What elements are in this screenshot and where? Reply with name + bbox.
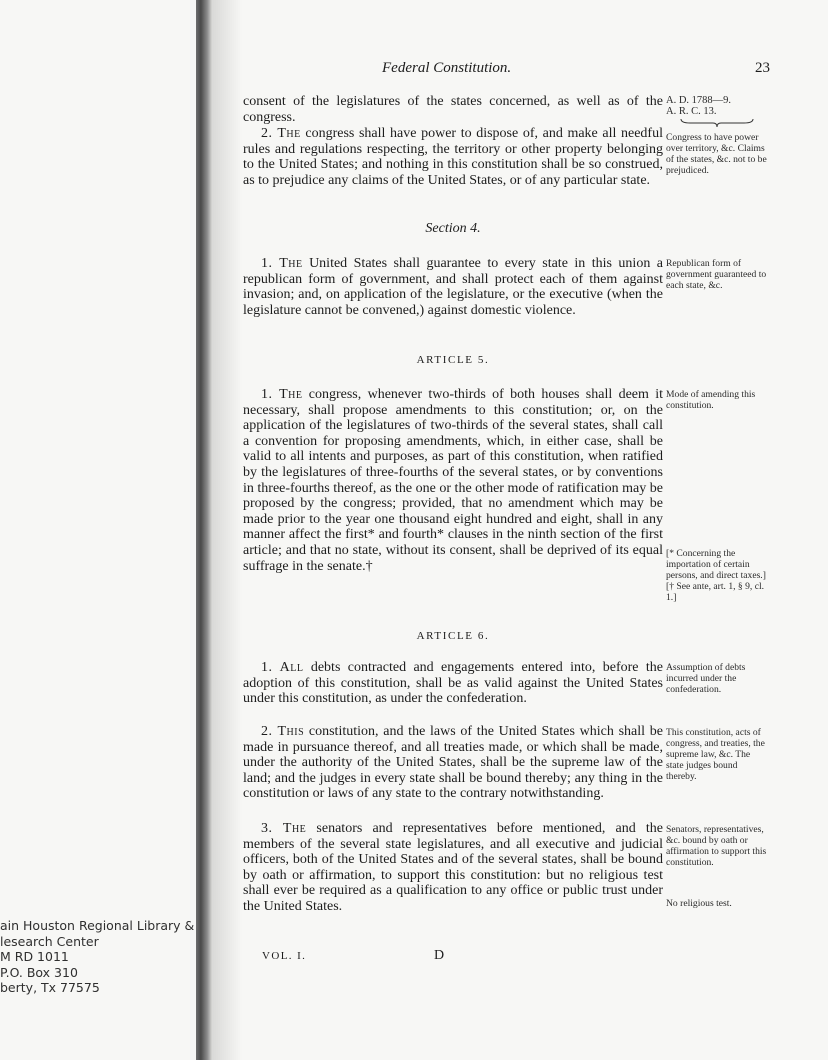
paragraph-lead: 1. The	[261, 387, 303, 402]
paragraph-lead: 2. The	[261, 126, 301, 141]
book-spine-shadow	[196, 0, 212, 1060]
curly-brace-icon	[680, 118, 754, 128]
paragraph-text: debts contracted and engagements entered into, before the adoption of this constitution, shall be as valid against the United States under this constitution, as under the confederation.	[243, 660, 663, 707]
paragraph-article6-3	[243, 821, 663, 915]
margin-note-amending: Mode of amending this constitution.	[666, 389, 756, 411]
paragraph-article5	[243, 387, 663, 574]
paragraph-article6-2	[243, 724, 663, 802]
footer-signature: D	[434, 948, 445, 963]
paragraph-article6-1	[243, 660, 663, 707]
paragraph-text: congress shall have power to dispose of, and make all needful rules and regulations respecting, the territory or other property belonging to the United States; and nothing in this constitution shall be so construed, as to prejudice any claims of the United States, or of any particular state.	[243, 126, 663, 188]
paragraph-section4	[243, 256, 663, 318]
margin-note-concerning: [* Concerning the importation of certain persons, and direct taxes.] [† See ante, art. 1, § 9, cl. 1.]	[666, 548, 766, 603]
paragraph-lead: 1. The	[261, 256, 303, 271]
margin-note-republican-form: Republican form of government guaranteed to each state, &c.	[666, 258, 767, 291]
paragraph-lead: 2. This	[261, 724, 305, 739]
running-title: Federal Constitution.	[382, 60, 512, 76]
page-header	[240, 60, 770, 82]
margin-note-assumption: Assumption of debts incurred under the confederation.	[666, 662, 746, 695]
page-number: 23	[755, 60, 770, 76]
paragraph-lead: 3. The	[261, 821, 307, 836]
article-5-heading: ARTICLE 5.	[416, 354, 490, 366]
stamp-line: P.O. Box 310	[0, 964, 78, 980]
paragraph-lead: 1. All	[261, 660, 304, 675]
article-6-heading: ARTICLE 6.	[416, 630, 490, 642]
paragraph-text: constitution, and the laws of the United States which shall be made in pursuance thereof, and all treaties made, or which shall be made, under the authority of the United States, shall be the supreme law of the land; and the judges in every state shall be bound thereby; any thing in the constitution or laws of any state to the contrary notwithstanding.	[243, 724, 663, 802]
page-gutter-shade	[212, 0, 242, 1060]
paragraph-text: congress, whenever two-thirds of both houses shall deem it necessary, shall propose amendments to this constitution; or, on the application of the legislatures of two-thirds of the several states, shall call a convention for proposing amendments, which, in either case, shall be valid to all intents and purposes, as part of this constitution, when ratified by the legislatures of three-fourths of the several states, or by conventions in three-fourths thereof, as the one or the other mode of ratification may be proposed by the congress; provided, that no amendment which may be made prior to the year one thousand eight hundred and eight, shall in any manner affect the first* and fourth* clauses in the ninth section of the first article; and that no state, without its consent, shall be deprived of its equal suffrage in the senate.†	[243, 387, 663, 574]
margin-note-no-test: No religious test.	[666, 898, 732, 909]
stamp-line: ain Houston Regional Library &	[0, 918, 195, 933]
paragraph-consent: consent of the legislatures of the states concerned, as well as of the congress.	[243, 94, 663, 125]
margin-note-date: A. D. 1788—9. A. R. C. 13.	[666, 95, 732, 117]
stamp-line: lesearch Center	[0, 933, 99, 949]
margin-note-supreme-law: This constitution, acts of congress, and treaties, the supreme law, &c. The state judges bound thereby.	[666, 727, 765, 782]
section-4-heading: Section 4.	[425, 221, 481, 236]
stamp-line: berty, Tx 77575	[0, 980, 100, 995]
paragraph-territory	[243, 126, 663, 188]
footer-volume: VOL. I.	[262, 950, 307, 962]
paragraph-text: United States shall guarantee to every state in this union a republican form of government, and shall protect each of them against invasion; and, on application of the legislature, or the executive (when the legislature cannot be convened,) against domestic violence.	[243, 256, 664, 318]
library-stamp	[0, 918, 210, 996]
margin-note-oath: Senators, representatives, &c. bound by oath or affirmation to support this constitution.	[666, 824, 767, 868]
margin-note-congress-power: Congress to have power over territory, &c. Claims of the states, &c. not to be prejudiced.	[666, 132, 767, 176]
stamp-line: M RD 1011	[0, 949, 69, 964]
paragraph-text: senators and representatives before mentioned, and the members of the several state legislatures, and all executive and judicial officers, both of the United States and of the several states, shall be bound by oath or affirmation, to support this constitution: but no religious test shall ever be required as a qualification to any office or public trust under the United States.	[243, 821, 663, 914]
